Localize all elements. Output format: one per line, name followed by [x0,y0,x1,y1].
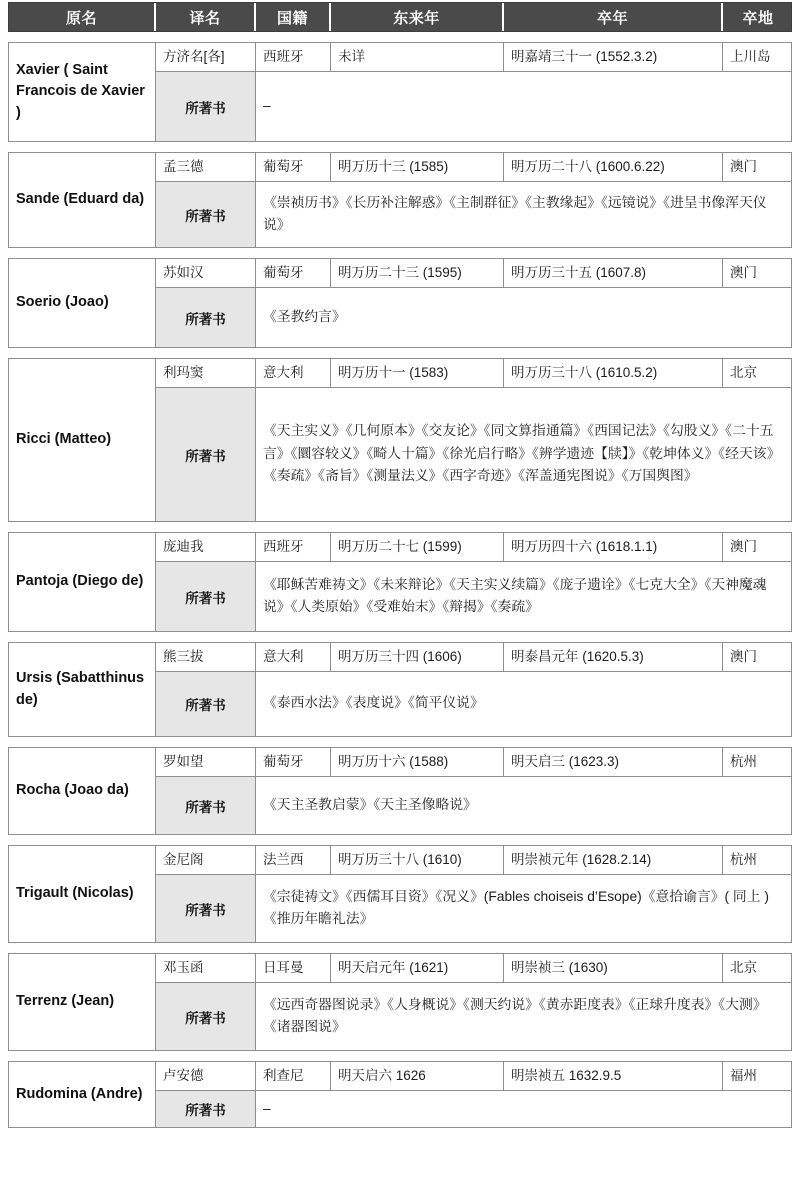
entry-info-row [156,954,791,983]
nationality-cell: 西班牙 [256,43,331,71]
entry-info-row [156,846,791,875]
death-place-cell: 上川岛 [730,48,771,64]
nationality-cell: 利查尼 [256,1062,331,1090]
chinese-name-cell: 罗如望 [156,748,256,776]
death-year-cell: 明万历四十六 (1618.1.1) [504,533,723,561]
original-name-cell: Sande (Eduard da) [9,153,156,247]
chinese-name-cell: 邓玉函 [156,954,256,982]
original-name-cell: Rocha (Joao da) [9,748,156,834]
entry-books-row [156,288,791,347]
death-year-cell: 明崇祯三 (1630) [504,954,723,982]
entry-books-row [156,777,791,834]
death-place-cell: 澳门 [730,538,757,554]
entry-details [156,643,791,736]
chinese-name-cell: 庞迪我 [156,533,256,561]
table-row [8,642,792,737]
nationality-cell: 葡萄牙 [256,748,331,776]
entry-books-row [156,182,791,247]
original-name-cell: Ursis (Sabatthinus de) [9,643,156,736]
books-label: 所著书 [156,72,256,141]
books-text: 《耶稣苦难祷文》《未来辩论》《天主实义续篇》《庞子遗诠》《七克大全》《天神魔魂说》《人类原始》《受难始末》《辩揭》《奏疏》 [263,576,767,614]
books-label: 所著书 [156,983,256,1050]
death-year-cell: 明嘉靖三十一 (1552.3.2) [504,43,723,71]
books-label: 所著书 [156,388,256,521]
death-year-cell: 明崇祯元年 (1628.2.14) [504,846,723,874]
death-year-cell: 明万历二十八 (1600.6.22) [504,153,723,181]
books-label: 所著书 [156,562,256,631]
entry-books-row [156,562,791,631]
death-place-cell: 北京 [730,959,757,975]
books-label: 所著书 [156,777,256,834]
entry-details [156,43,791,141]
nationality-cell: 意大利 [256,643,331,671]
nationality-cell: 葡萄牙 [256,153,331,181]
books-text: 《宗徒祷文》《西儒耳目资》《况义》(Fables choiseis d’Esope)《意拾谕言》( 同上 )《推历年瞻礼法》 [263,888,769,926]
arrival-year-cell: 明天启元年 (1621) [331,954,504,982]
arrival-year-cell: 明万历十六 (1588) [331,748,504,776]
entry-details [156,846,791,942]
books-text: 《泰西水法》《表度说》《简平仪说》 [263,695,484,711]
original-name-cell: Soerio (Joao) [9,259,156,347]
entry-books-row [156,72,791,141]
entry-info-row [156,153,791,182]
chinese-name-cell: 熊三拔 [156,643,256,671]
death-place-cell: 福州 [730,1067,757,1083]
books-text: – [263,1100,271,1116]
chinese-name-cell: 利玛窦 [156,359,256,387]
column-header-nationality: 国籍 [256,3,331,31]
arrival-year-cell: 明万历二十七 (1599) [331,533,504,561]
entry-books-row [156,875,791,942]
nationality-cell: 葡萄牙 [256,259,331,287]
books-label: 所著书 [156,182,256,247]
table-row [8,1061,792,1128]
original-name-cell: Terrenz (Jean) [9,954,156,1050]
death-year-cell: 明天启三 (1623.3) [504,748,723,776]
column-header-death-place: 卒地 [742,9,774,27]
original-name-cell: Ricci (Matteo) [9,359,156,521]
death-place-cell: 杭州 [730,851,757,867]
entry-info-row [156,259,791,288]
books-label: 所著书 [156,1091,256,1127]
books-text: 《天主实义》《几何原本》《交友论》《同文算指通篇》《西国记法》《勾股义》《二十五言》《圜容较义》《畸人十篇》《徐光启行略》《辨学遗迹【牍】》《乾坤体义》《经天该》《奏疏》《斋旨》《测量法义》《西字奇迹》《浑盖通宪图说》《万国舆图》 [263,423,781,484]
entry-info-row [156,643,791,672]
table-row [8,953,792,1051]
death-year-cell: 明泰昌元年 (1620.5.3) [504,643,723,671]
table-row [8,747,792,835]
books-label: 所著书 [156,288,256,347]
books-text: 《圣教约言》 [263,308,346,324]
books-text: – [263,98,271,114]
books-label: 所著书 [156,875,256,942]
arrival-year-cell: 明天启六 1626 [331,1062,504,1090]
entry-details [156,533,791,631]
death-place-cell: 澳门 [730,158,757,174]
table-row [8,532,792,632]
table-row [8,358,792,522]
missionary-table-page [0,2,800,1184]
table-row [8,258,792,348]
arrival-year-cell: 明万历十三 (1585) [331,153,504,181]
arrival-year-cell: 明万历十一 (1583) [331,359,504,387]
chinese-name-cell: 卢安德 [156,1062,256,1090]
entry-details [156,748,791,834]
column-header-arrival-year: 东来年 [331,3,504,31]
arrival-year-cell: 未详 [331,43,504,71]
death-year-cell: 明崇祯五 1632.9.5 [504,1062,723,1090]
books-text: 《崇祯历书》《长历补注解惑》《主制群征》《主教缘起》《远镜说》《进呈书像浑天仪说》 [263,194,767,232]
death-place-cell: 杭州 [730,753,757,769]
nationality-cell: 法兰西 [256,846,331,874]
entry-info-row [156,533,791,562]
nationality-cell: 意大利 [256,359,331,387]
original-name-cell: Pantoja (Diego de) [9,533,156,631]
entry-details [156,954,791,1050]
entry-books-row [156,672,791,736]
table-row [8,42,792,142]
column-header-original-name: 原名 [9,3,156,31]
original-name-cell: Trigault (Nicolas) [9,846,156,942]
books-label: 所著书 [156,672,256,736]
nationality-cell: 日耳曼 [256,954,331,982]
nationality-cell: 西班牙 [256,533,331,561]
entry-details [156,153,791,247]
entry-books-row [156,983,791,1050]
table-header-row [8,2,792,32]
entry-info-row [156,359,791,388]
entry-details [156,259,791,347]
books-text: 《天主圣教启蒙》《天主圣像略说》 [263,796,477,812]
entry-info-row [156,43,791,72]
chinese-name-cell: 方济名[各] [156,43,256,71]
arrival-year-cell: 明万历三十八 (1610) [331,846,504,874]
entry-books-row [156,1091,791,1127]
entry-info-row [156,1062,791,1091]
entry-books-row [156,388,791,521]
chinese-name-cell: 金尼阁 [156,846,256,874]
table-row [8,845,792,943]
arrival-year-cell: 明万历三十四 (1606) [331,643,504,671]
original-name-cell: Rudomina (Andre) [9,1062,156,1127]
death-place-cell: 澳门 [730,648,757,664]
arrival-year-cell: 明万历二十三 (1595) [331,259,504,287]
entry-info-row [156,748,791,777]
column-header-chinese-name: 译名 [156,3,256,31]
entry-details [156,359,791,521]
death-place-cell: 澳门 [730,264,757,280]
death-place-cell: 北京 [730,364,757,380]
chinese-name-cell: 孟三德 [156,153,256,181]
column-header-death-year: 卒年 [504,3,723,31]
table-row [8,152,792,248]
entry-details [156,1062,791,1127]
books-text: 《远西奇器图说录》《人身概说》《测天约说》《黄赤距度表》《正球升度表》《大测》《诸器图说》 [263,996,767,1034]
chinese-name-cell: 苏如汉 [156,259,256,287]
original-name-cell: Xavier ( Saint Francois de Xavier ) [9,43,156,141]
death-year-cell: 明万历三十八 (1610.5.2) [504,359,723,387]
death-year-cell: 明万历三十五 (1607.8) [504,259,723,287]
